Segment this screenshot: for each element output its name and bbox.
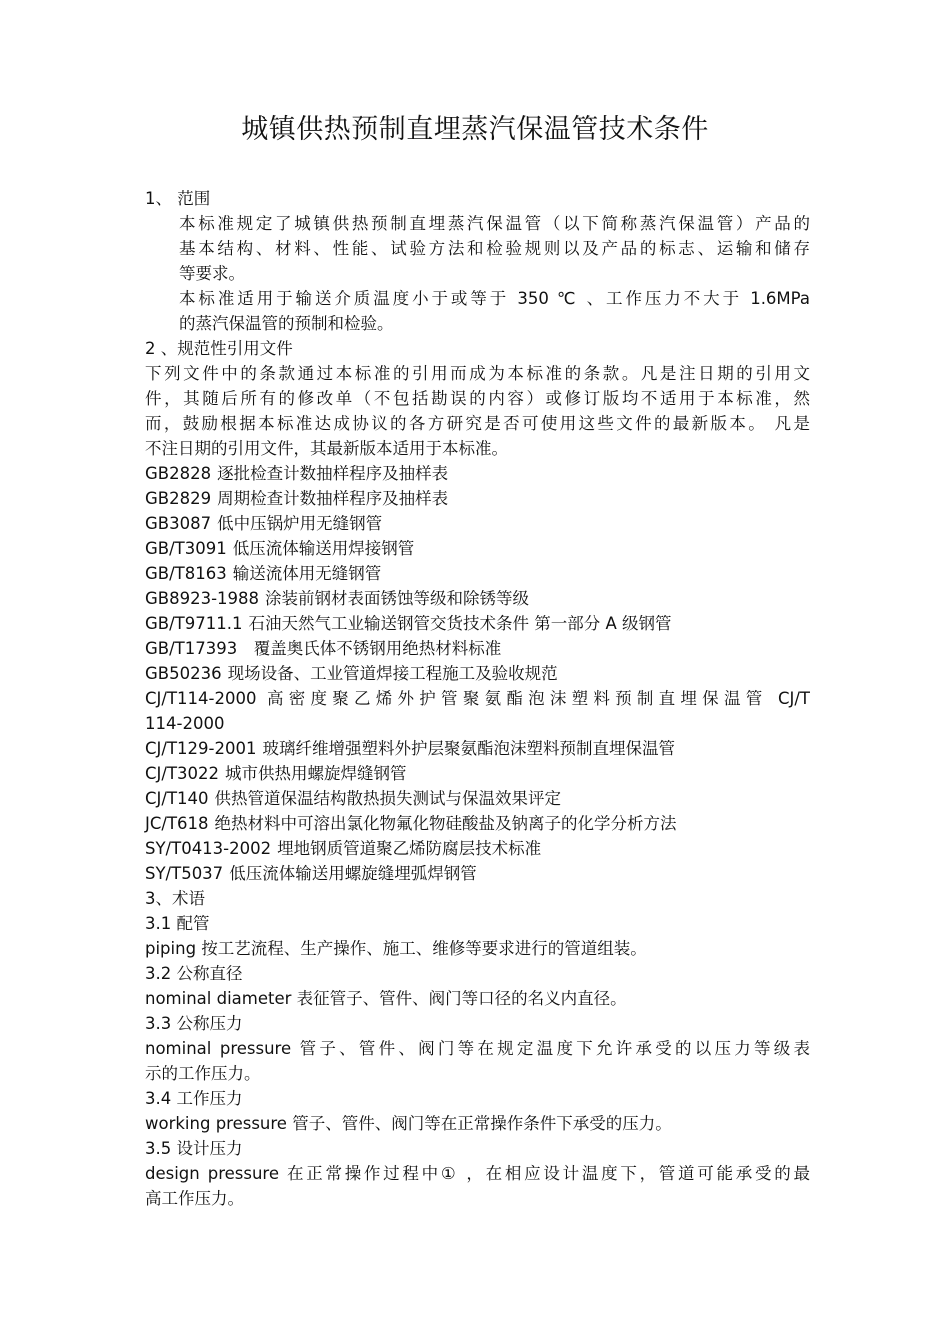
reference-title: 低压流体输送用螺旋缝埋弧焊钢管 bbox=[229, 864, 477, 883]
paragraph-line: 下列文件中的条款通过本标准的引用而成为本标准的条款。凡是注日期的引用文 bbox=[145, 364, 810, 383]
reference-title: 覆盖奥氏体不锈钢用绝热材料标准 bbox=[243, 639, 502, 658]
reference-code: GB/T3091 bbox=[145, 539, 227, 558]
reference-code: GB2828 bbox=[145, 464, 212, 483]
reference-code: JC/T618 bbox=[145, 814, 209, 833]
reference-code: GB3087 bbox=[145, 514, 212, 533]
term-number: 3.4 工作压力 bbox=[145, 1089, 243, 1108]
paragraph-line: 本标准适用于输送介质温度小于或等于 350 ℃ 、工作压力不大于 1.6MPa bbox=[179, 289, 810, 308]
section-1-heading: 1、 范围 bbox=[145, 189, 211, 208]
reference-item bbox=[145, 786, 810, 811]
reference-code: SY/T5037 bbox=[145, 864, 224, 883]
reference-title: 石油天然气工业输送钢管交货技术条件 第一部分 A 级钢管 bbox=[248, 614, 672, 633]
section-2-heading: 2 、规范性引用文件 bbox=[145, 339, 293, 358]
reference-title: 现场设备、工业管道焊接工程施工及验收规范 bbox=[227, 664, 558, 683]
reference-title: 城市供热用螺旋焊缝钢管 bbox=[225, 764, 407, 783]
reference-item bbox=[145, 511, 810, 536]
paragraph-line: 而，鼓励根据本标准达成协议的各方研究是否可使用这些文件的最新版本。 凡是 bbox=[145, 414, 810, 433]
reference-code: GB50236 bbox=[145, 664, 222, 683]
term-number: 3.5 设计压力 bbox=[145, 1139, 243, 1158]
reference-code: GB2829 bbox=[145, 489, 212, 508]
reference-item-line: CJ/T114-2000 高密度聚乙烯外护管聚氨酯泡沫塑料预制直埋保温管 CJ/T bbox=[145, 689, 810, 708]
reference-item bbox=[145, 861, 810, 886]
reference-code: SY/T0413-2002 bbox=[145, 839, 272, 858]
term-number: 3.1 配管 bbox=[145, 914, 210, 933]
reference-title: 供热管道保温结构散热损失测试与保温效果评定 bbox=[214, 789, 562, 808]
reference-title: 输送流体用无缝钢管 bbox=[232, 564, 382, 583]
paragraph-line: 的蒸汽保温管的预制和检验。 bbox=[179, 314, 394, 333]
document-body bbox=[145, 186, 810, 1211]
reference-item bbox=[145, 661, 810, 686]
reference-title: 玻璃纤维增强塑料外护层聚氨酯泡沫塑料预制直埋保温管 bbox=[262, 739, 675, 758]
reference-item bbox=[145, 811, 810, 836]
paragraph-line: 本标准规定了城镇供热预制直埋蒸汽保温管（以下简称蒸汽保温管）产品的 bbox=[179, 214, 810, 233]
reference-item bbox=[145, 561, 810, 586]
reference-title: 绝热材料中可溶出氯化物氟化物硅酸盐及钠离子的化学分析方法 bbox=[214, 814, 677, 833]
term-definition: working pressure 管子、管件、阀门等在正常操作条件下承受的压力。 bbox=[145, 1114, 672, 1133]
reference-item bbox=[145, 461, 810, 486]
reference-code: CJ/T140 bbox=[145, 789, 209, 808]
reference-item bbox=[145, 536, 810, 561]
paragraph-line: 基本结构、材料、性能、试验方法和检验规则以及产品的标志、运输和储存 bbox=[179, 239, 810, 258]
term-definition: piping 按工艺流程、生产操作、施工、维修等要求进行的管道组装。 bbox=[145, 939, 647, 958]
term-number: 3.3 公称压力 bbox=[145, 1014, 243, 1033]
reference-code: GB/T17393 bbox=[145, 639, 238, 658]
reference-title: 涂装前钢材表面锈蚀等级和除锈等级 bbox=[265, 589, 530, 608]
paragraph-line: 不注日期的引用文件，其最新版本适用于本标准。 bbox=[145, 439, 508, 458]
reference-item bbox=[145, 586, 810, 611]
reference-title: 逐批检查计数抽样程序及抽样表 bbox=[217, 464, 449, 483]
reference-item bbox=[145, 611, 810, 636]
reference-item-line: 114-2000 bbox=[145, 714, 225, 733]
reference-title: 低压流体输送用焊接钢管 bbox=[232, 539, 415, 558]
term-definition: nominal diameter 表征管子、管件、阀门等口径的名义内直径。 bbox=[145, 989, 627, 1008]
reference-code: CJ/T129-2001 bbox=[145, 739, 257, 758]
reference-title: 低中压锅炉用无缝钢管 bbox=[217, 514, 383, 533]
reference-item bbox=[145, 636, 810, 661]
reference-title: 埋地钢质管道聚乙烯防腐层技术标准 bbox=[277, 839, 542, 858]
section-3-heading: 3、术语 bbox=[145, 889, 205, 908]
term-definition: nominal pressure 管子、管件、阀门等在规定温度下允许承受的以压力等级表 bbox=[145, 1039, 810, 1058]
term-definition: 示的工作压力。 bbox=[145, 1064, 261, 1083]
reference-item bbox=[145, 736, 810, 761]
reference-item bbox=[145, 486, 810, 511]
reference-item bbox=[145, 836, 810, 861]
term-number: 3.2 公称直径 bbox=[145, 964, 243, 983]
paragraph-line: 等要求。 bbox=[179, 264, 245, 283]
reference-code: GB8923-1988 bbox=[145, 589, 260, 608]
paragraph-line: 件，其随后所有的修改单（不包括勘误的内容）或修订版均不适用于本标准，然 bbox=[145, 389, 810, 408]
reference-code: CJ/T3022 bbox=[145, 764, 220, 783]
reference-item bbox=[145, 761, 810, 786]
term-definition: design pressure 在正常操作过程中① ，在相应设计温度下，管道可能承受的最 bbox=[145, 1164, 810, 1183]
term-definition: 高工作压力。 bbox=[145, 1189, 244, 1208]
reference-code: GB/T9711.1 bbox=[145, 614, 243, 633]
reference-title: 周期检查计数抽样程序及抽样表 bbox=[217, 489, 449, 508]
reference-code: GB/T8163 bbox=[145, 564, 227, 583]
document-title: 城镇供热预制直埋蒸汽保温管技术条件 bbox=[241, 114, 709, 145]
